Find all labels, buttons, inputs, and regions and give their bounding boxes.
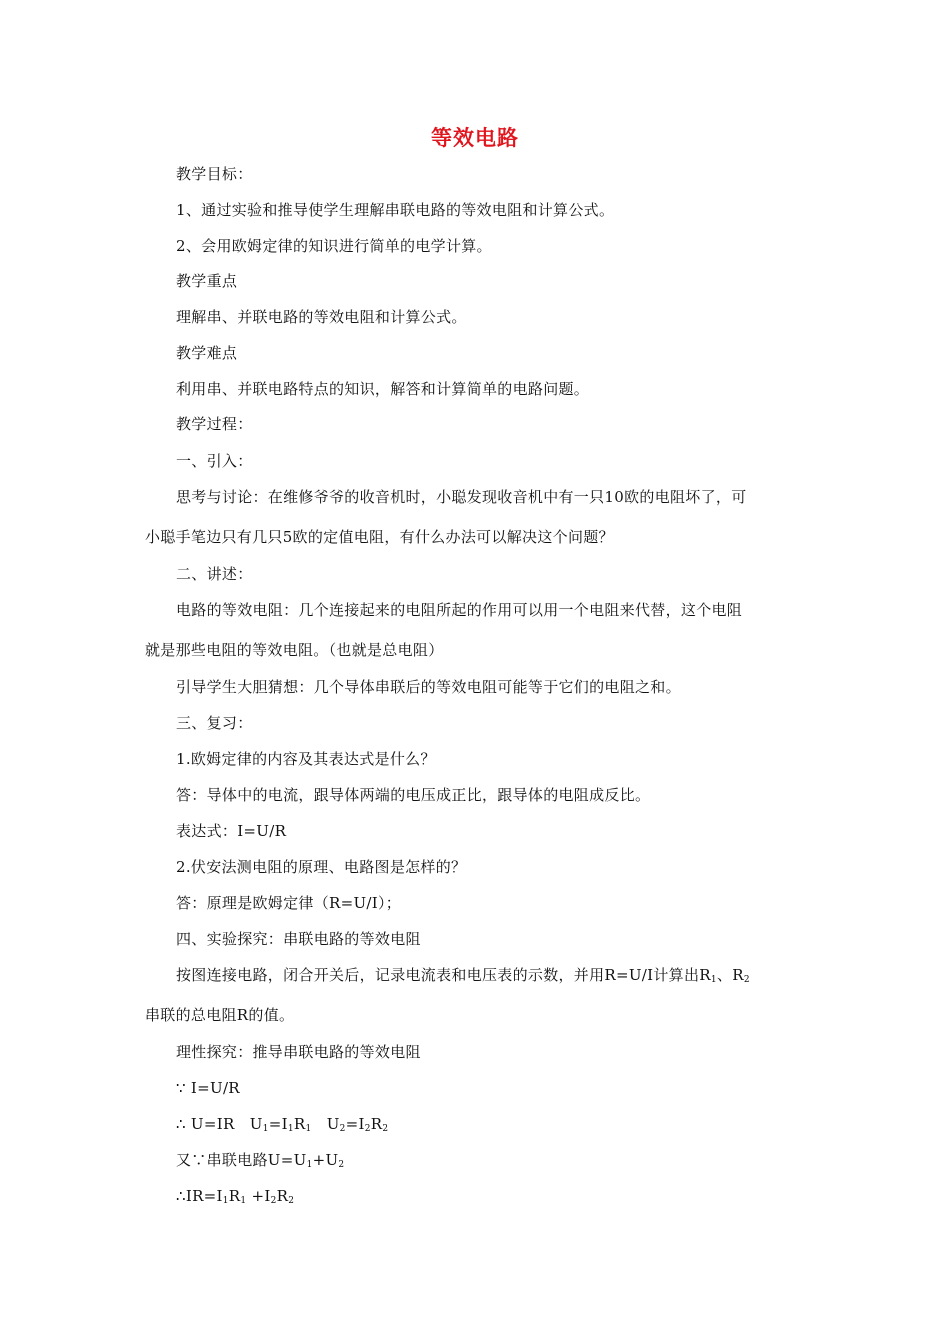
derivation-heading: 理性探究：推导串联电路的等效电阻: [176, 1043, 421, 1061]
formula-part: U: [311, 1115, 340, 1133]
review-question-1: 1.欧姆定律的内容及其表达式是什么？: [176, 750, 436, 768]
intro-paragraph-line1: 思考与讨论：在维修爷爷的收音机时，小聪发现收音机中有一只10欧的电阻坏了，可: [176, 488, 747, 506]
formula-part: 又∵串联电路U=U: [176, 1151, 307, 1169]
formula-part: +I: [246, 1187, 271, 1205]
subscript: 1: [306, 1160, 313, 1170]
subscript: 1: [287, 1124, 294, 1134]
lecture-paragraph-line2: 就是那些电阻的等效电阻。（也就是总电阻）: [145, 641, 444, 659]
subscript: 2: [288, 1196, 295, 1206]
section-experiment-heading: 四、实验探究：串联电路的等效电阻: [176, 930, 421, 948]
formula-part: R: [370, 1115, 383, 1133]
difficulties-text: 利用串、并联电路特点的知识，解答和计算简单的电路问题。: [176, 380, 590, 398]
subscript: 2: [382, 1124, 389, 1134]
subscript: 2: [743, 975, 750, 985]
review-formula: 表达式：I=U/R: [176, 822, 287, 840]
section-review-heading: 三、复习：: [176, 714, 253, 732]
goal-1: 1、通过实验和推导使学生理解串联电路的等效电阻和计算公式。: [176, 201, 615, 219]
page-title: 等效电路: [431, 126, 519, 150]
formula-part: R: [276, 1187, 289, 1205]
difficulties-heading: 教学难点: [176, 344, 238, 362]
goal-2: 2、会用欧姆定律的知识进行简单的电学计算。: [176, 237, 492, 255]
review-answer-2: 答：原理是欧姆定律（R=U/I）；: [176, 894, 402, 912]
derivation-step-2: [176, 1114, 388, 1134]
formula-part: R: [293, 1115, 306, 1133]
process-heading: 教学过程：: [176, 415, 253, 433]
derivation-step-1: ∵ I=U/R: [176, 1079, 240, 1097]
experiment-text-a: 按图连接电路，闭合开关后，记录电流表和电压表的示数，并用R=U/I计算出R: [176, 966, 711, 984]
formula-part: =I: [345, 1115, 365, 1133]
formula-part: =I: [268, 1115, 288, 1133]
subscript: 1: [262, 1124, 269, 1134]
subscript: 2: [364, 1124, 371, 1134]
subscript: 1: [240, 1196, 247, 1206]
subscript: 2: [270, 1196, 277, 1206]
review-question-2: 2.伏安法测电阻的原理、电路图是怎样的？: [176, 858, 467, 876]
lecture-paragraph-line1: 电路的等效电阻：几个连接起来的电阻所起的作用可以用一个电阻来代替，这个电阻: [176, 601, 743, 619]
subscript: 2: [339, 1124, 346, 1134]
experiment-paragraph-line1: [176, 965, 750, 985]
teaching-goals-heading: 教学目标：: [176, 165, 253, 183]
guess-paragraph: 引导学生大胆猜想：几个导体串联后的等效电阻可能等于它们的电阻之和。: [176, 678, 681, 696]
derivation-step-3: [176, 1150, 344, 1170]
subscript: 1: [305, 1124, 312, 1134]
formula-part: R: [228, 1187, 241, 1205]
section-lecture-heading: 二、讲述：: [176, 565, 253, 583]
derivation-step-4: [176, 1186, 294, 1206]
key-points-text: 理解串、并联电路的等效电阻和计算公式。: [176, 308, 467, 326]
subscript: 1: [710, 975, 717, 985]
subscript: 2: [338, 1160, 345, 1170]
section-intro-heading: 一、引入：: [176, 452, 253, 470]
formula-part: +U: [312, 1151, 339, 1169]
review-answer-1: 答：导体中的电流，跟导体两端的电压成正比，跟导体的电阻成反比。: [176, 786, 651, 804]
experiment-paragraph-line2: 串联的总电阻R的值。: [145, 1006, 295, 1024]
formula-part: ∴ U=IR U: [176, 1115, 263, 1133]
intro-paragraph-line2: 小聪手笔边只有几只5欧的定值电阻，有什么办法可以解决这个问题？: [145, 528, 614, 546]
subscript: 1: [222, 1196, 229, 1206]
key-points-heading: 教学重点: [176, 272, 238, 290]
formula-part: ∴IR=I: [176, 1187, 223, 1205]
experiment-text-b: 、R: [716, 966, 744, 984]
